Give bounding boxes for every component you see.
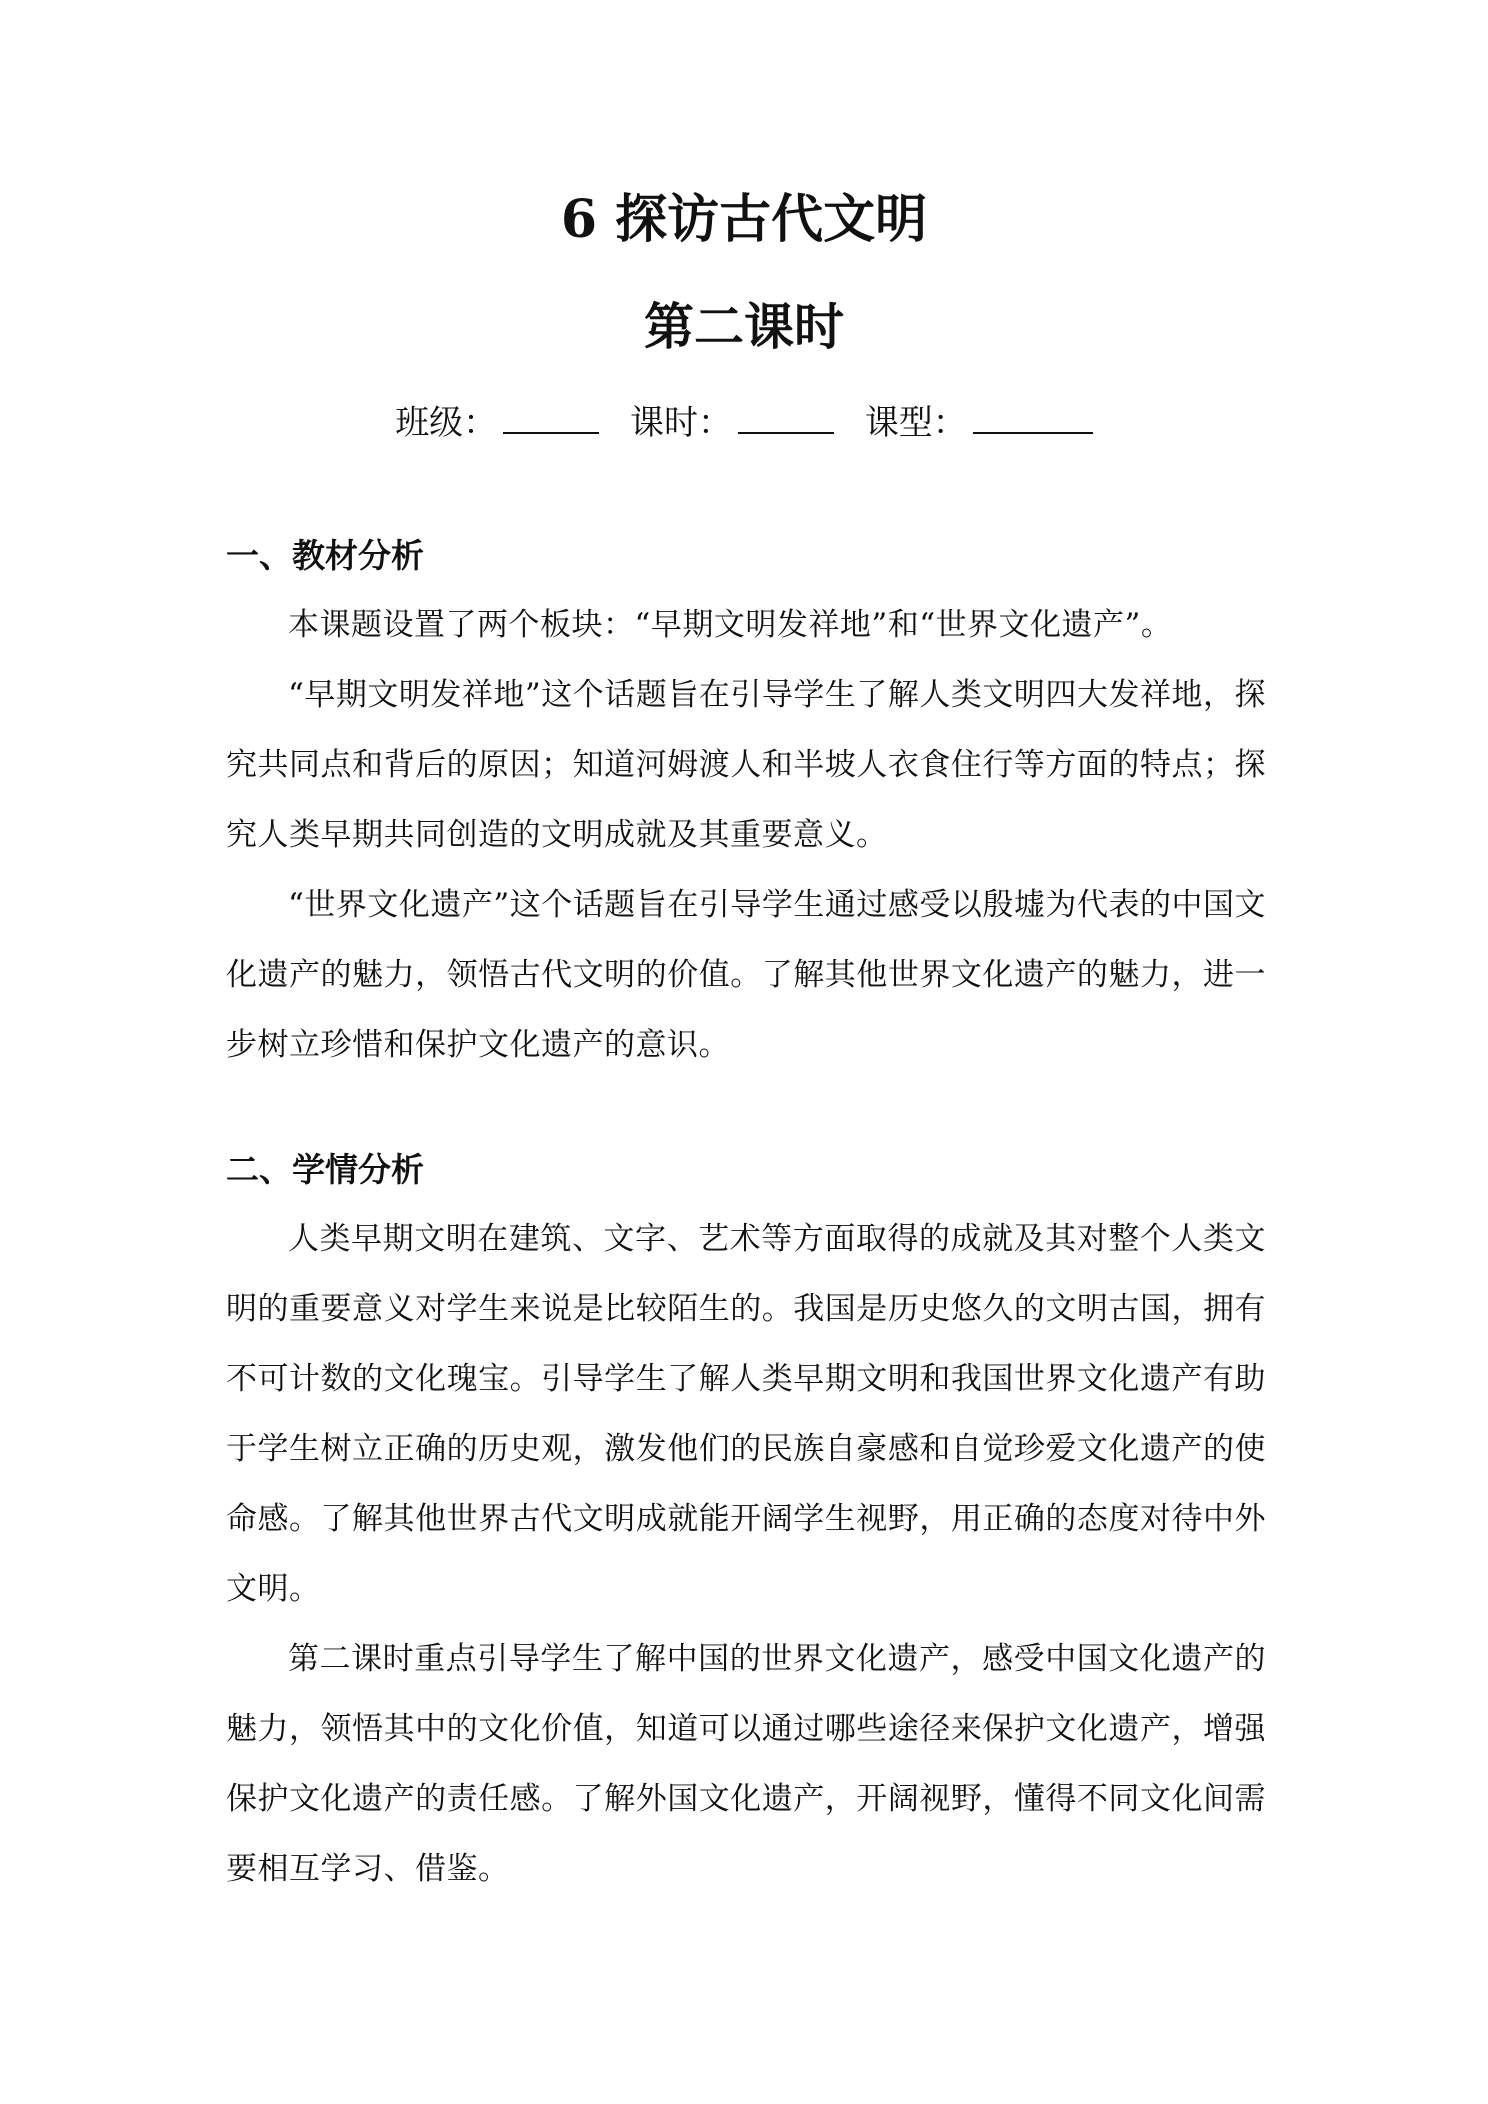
section-textbook-analysis (226, 532, 1266, 1080)
paragraph: “世界文化遗产”这个话题旨在引导学生通过感受以殷墟为代表的中国文化遗产的魅力，领悟古代文明的价值。了解其他世界文化遗产的魅力，进一步树立珍惜和保护文化遗产的意识。 (226, 887, 1266, 1063)
class-blank (503, 398, 599, 434)
paragraph: “早期文明发祥地”这个话题旨在引导学生了解人类文明四大发祥地，探究共同点和背后的原因；知道河姆渡人和半坡人衣食住行等方面的特点；探究人类早期共同创造的文明成就及其重要意义。 (226, 677, 1266, 853)
paragraph: 人类早期文明在建筑、文字、艺术等方面取得的成就及其对整个人类文明的重要意义对学生来说是比较陌生的。我国是历史悠久的文明古国，拥有不可计数的文化瑰宝。引导学生了解人类早期文明和我国世界文化遗产有助于学生树立正确的历史观，激发他们的民族自豪感和自觉珍爱文化遗产的使命感。了解其他世界古代文明成就能开阔学生视野，用正确的态度对待中外文明。 (226, 1221, 1266, 1607)
period-blank (738, 398, 834, 434)
type-blank (973, 398, 1093, 434)
period-label: 课时： (630, 403, 732, 443)
type-field (865, 396, 1093, 450)
period-field (630, 396, 834, 450)
paragraph: 第二课时重点引导学生了解中国的世界文化遗产，感受中国文化遗产的魅力，领悟其中的文化价值，知道可以通过哪些途径来保护文化遗产，增强保护文化遗产的责任感。了解外国文化遗产，开阔视野，懂得不同文化间需要相互学习、借鉴。 (226, 1641, 1266, 1887)
section-heading: 一、教材分析 (226, 536, 424, 575)
type-label: 课型： (864, 403, 967, 443)
class-field (395, 396, 599, 450)
section-heading: 二、学情分析 (226, 1150, 424, 1189)
class-label: 班级： (395, 403, 498, 443)
section-student-analysis (226, 1146, 1266, 1904)
page-title: 6 探访古代文明 (560, 189, 928, 250)
paragraph: 本课题设置了两个板块：“早期文明发祥地”和“世界文化遗产”。 (288, 607, 1173, 643)
page-subtitle: 第二课时 (644, 297, 844, 356)
lesson-meta-line (0, 396, 1488, 450)
